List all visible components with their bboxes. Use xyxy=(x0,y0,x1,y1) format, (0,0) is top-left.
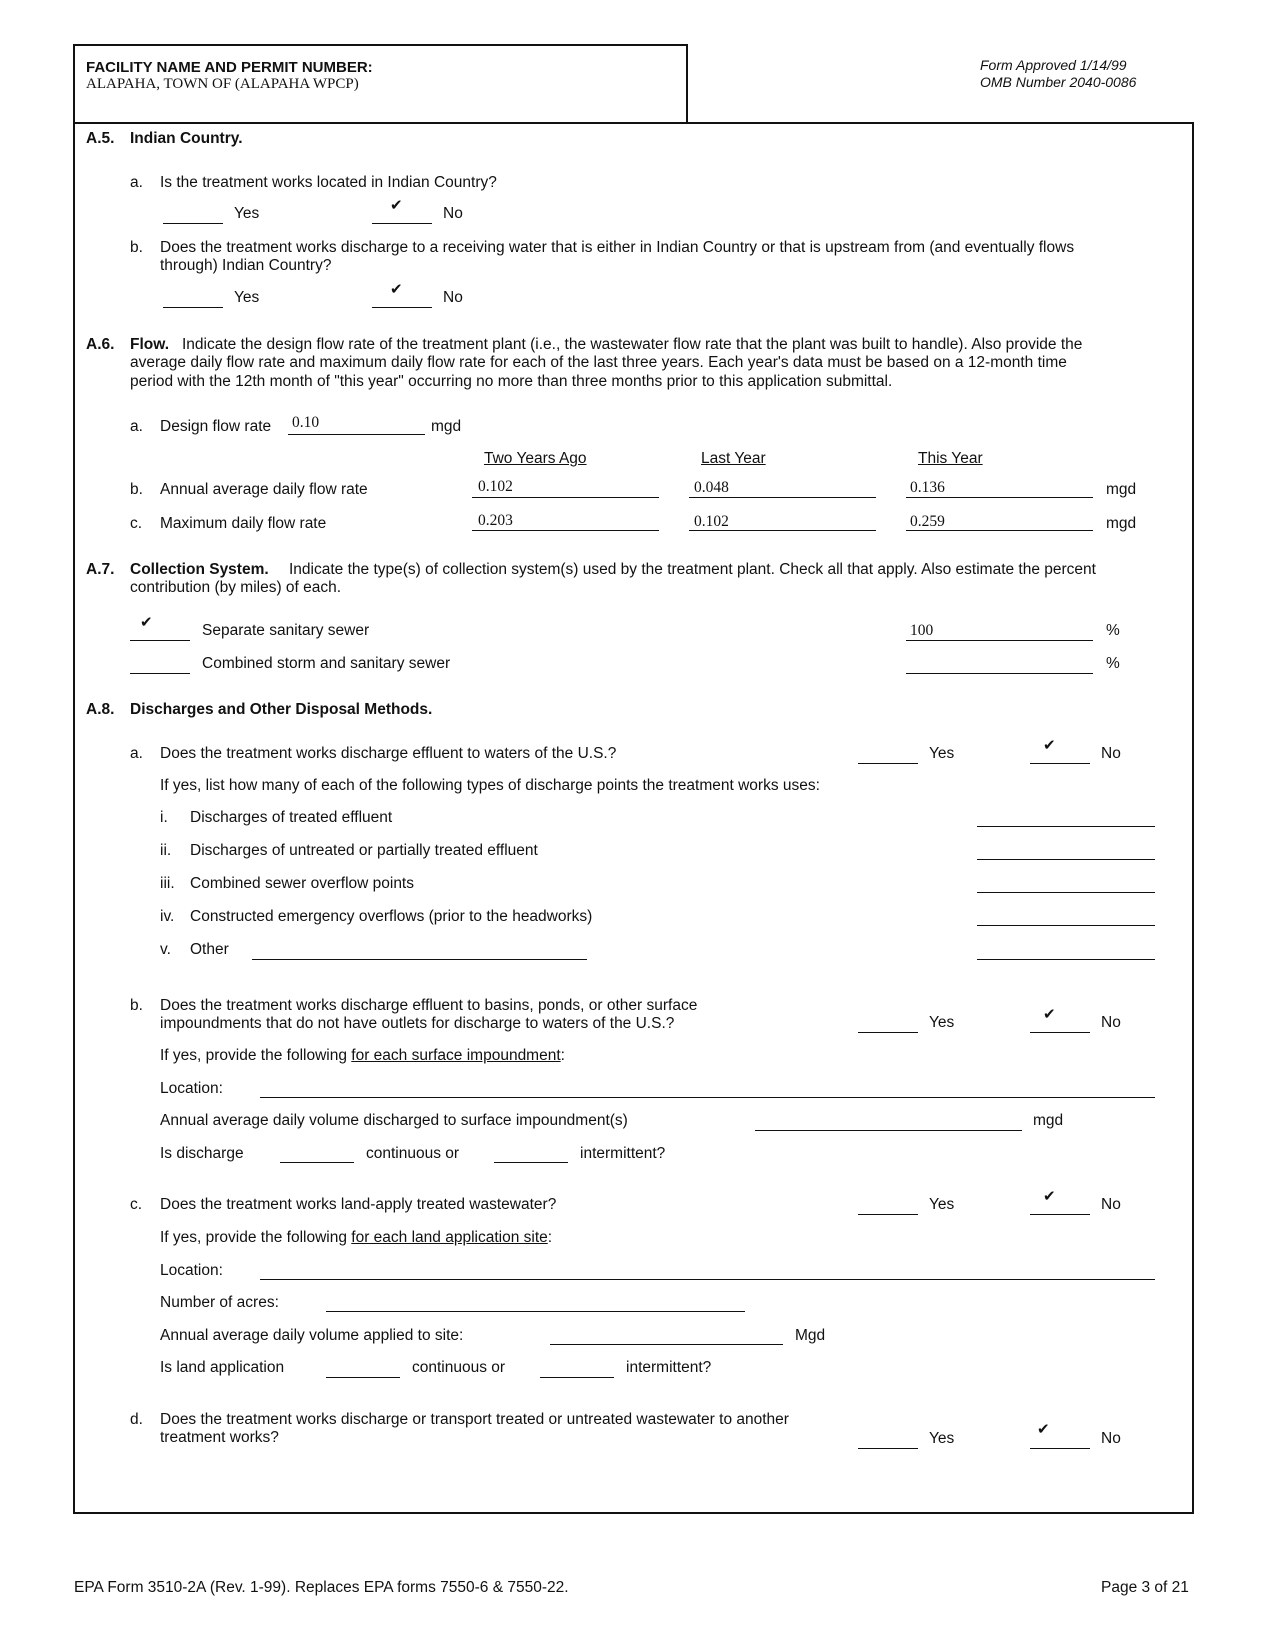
a6-avg-last-year-field[interactable] xyxy=(689,497,876,498)
a8-b-question-1: Does the treatment works discharge effluent to basins, ponds, or other surface xyxy=(160,997,698,1014)
a6-design-label: Design flow rate xyxy=(160,418,272,435)
a8-item-iii-num: iii. xyxy=(160,875,175,892)
a8-item-ii-field[interactable] xyxy=(977,859,1155,860)
a5-a-yes-field[interactable] xyxy=(163,223,223,224)
a8-b-ifyes-post: : xyxy=(560,1047,565,1064)
a5-b-no-label: No xyxy=(443,289,463,306)
a8-b-ifyes-pre: If yes, provide the following xyxy=(160,1047,352,1064)
a8-d-yes-field[interactable] xyxy=(858,1448,918,1449)
a6-avg-last-year-value: 0.048 xyxy=(694,479,729,496)
a8-item-iv-field[interactable] xyxy=(977,925,1155,926)
a6-title: Flow. xyxy=(130,336,170,353)
a8-a-yes-label: Yes xyxy=(929,745,955,762)
a5-a-no-label: No xyxy=(443,205,463,222)
a8-c-ifyes xyxy=(160,1229,552,1247)
a8-item-iii-label: Combined sewer overflow points xyxy=(190,875,414,892)
a6-num: A.6. xyxy=(86,336,115,353)
a8-d-yes-label: Yes xyxy=(929,1430,955,1447)
a8-b-letter: b. xyxy=(130,997,143,1014)
a5-b-yes-field[interactable] xyxy=(163,307,223,308)
a8-b-continuous-label: continuous or xyxy=(366,1145,460,1162)
a8-c-intermittent-label: intermittent? xyxy=(626,1359,712,1376)
a8-item-v-label: Other xyxy=(190,941,229,958)
a8-d-letter: d. xyxy=(130,1411,143,1428)
a8-d-no-label: No xyxy=(1101,1430,1121,1447)
a5-b-question-1: Does the treatment works discharge to a receiving water that is either in Indian Country or that is upstream from (and eventually flows xyxy=(160,239,1075,256)
a8-b-volume-unit: mgd xyxy=(1033,1112,1064,1129)
a6-max-label: Maximum daily flow rate xyxy=(160,515,327,532)
a8-c-ifyes-pre: If yes, provide the following xyxy=(160,1229,352,1246)
a8-title: Discharges and Other Disposal Methods. xyxy=(130,701,433,718)
a8-c-question: Does the treatment works land-apply treated wastewater? xyxy=(160,1196,557,1213)
a8-other-description-field[interactable] xyxy=(252,959,587,960)
a6-avg-this-year-field[interactable] xyxy=(906,497,1093,498)
a8-c-no-label: No xyxy=(1101,1196,1121,1213)
facility-label: FACILITY NAME AND PERMIT NUMBER: xyxy=(86,59,373,76)
a6-design-value: 0.10 xyxy=(292,414,320,431)
a8-b-no-label: No xyxy=(1101,1014,1121,1031)
a5-num: A.5. xyxy=(86,130,115,147)
a8-b-ifyes-link: for each surface impoundment xyxy=(351,1047,561,1064)
a8-item-iv-label: Constructed emergency overflows (prior to the headworks) xyxy=(190,908,593,925)
a8-c-letter: c. xyxy=(130,1196,143,1213)
a8-b-question-2: impoundments that do not have outlets for discharge to waters of the U.S.? xyxy=(160,1015,675,1032)
a7-desc-2: contribution (by miles) of each. xyxy=(130,579,342,596)
a5-a-yes-label: Yes xyxy=(234,205,260,222)
a8-c-location-label: Location: xyxy=(160,1262,223,1279)
a8-d-no-field[interactable] xyxy=(1030,1448,1090,1449)
a8-b-intermittent-field[interactable] xyxy=(494,1162,568,1163)
a8-a-no-checkmark-icon: ✔ xyxy=(1043,736,1056,754)
a6-a-letter: a. xyxy=(130,418,143,435)
a8-b-no-field[interactable] xyxy=(1030,1032,1090,1033)
a8-c-ifyes-post: : xyxy=(547,1229,553,1246)
a8-b-yes-field[interactable] xyxy=(858,1032,918,1033)
a6-avg-label: Annual average daily flow rate xyxy=(160,481,368,498)
a5-a-question: Is the treatment works located in Indian Country? xyxy=(160,174,497,191)
a8-b-no-checkmark-icon: ✔ xyxy=(1043,1005,1056,1023)
a7-separate-label: Separate sanitary sewer xyxy=(202,622,370,639)
a5-b-no-field[interactable] xyxy=(372,307,432,308)
a8-c-ifyes-link: for each land application site xyxy=(351,1229,548,1246)
a8-num: A.8. xyxy=(86,701,115,718)
a6-desc-2: average daily flow rate and maximum daily flow rate for each of the last three years. Each year's data must be based on a 12-month time xyxy=(130,354,1067,371)
a8-b-yes-label: Yes xyxy=(929,1014,955,1031)
a8-a-question: Does the treatment works discharge effluent to waters of the U.S.? xyxy=(160,745,617,762)
a5-a-no-checkmark-icon: ✔ xyxy=(390,196,403,214)
a8-b-intermittent-label: intermittent? xyxy=(580,1145,666,1162)
form-approved: Form Approved 1/14/99 xyxy=(980,57,1127,73)
a7-combined-percent-field[interactable] xyxy=(906,673,1093,674)
a6-max-two-years-value: 0.203 xyxy=(478,512,513,529)
a7-combined-percent: % xyxy=(1106,655,1120,672)
a7-combined-label: Combined storm and sanitary sewer xyxy=(202,655,451,672)
a8-c-yes-label: Yes xyxy=(929,1196,955,1213)
a8-c-no-checkmark-icon: ✔ xyxy=(1043,1187,1056,1205)
a5-b-no-checkmark-icon: ✔ xyxy=(390,280,403,298)
a6-max-unit: mgd xyxy=(1106,515,1137,532)
a8-c-no-field[interactable] xyxy=(1030,1214,1090,1215)
a6-b-letter: b. xyxy=(130,481,143,498)
a8-a-no-field[interactable] xyxy=(1030,763,1090,764)
a6-desc-1: Indicate the design flow rate of the treatment plant (i.e., the wastewater flow rate that the plant was built to handle). Also provide the xyxy=(182,336,1083,353)
a8-c-continuous-field[interactable] xyxy=(326,1377,400,1378)
a5-title: Indian Country. xyxy=(130,130,243,147)
a8-b-discharge-label: Is discharge xyxy=(160,1145,244,1162)
a8-item-v-num: v. xyxy=(160,941,171,958)
a8-c-volume-label: Annual average daily volume applied to site: xyxy=(160,1327,464,1344)
a8-c-continuous-label: continuous or xyxy=(412,1359,506,1376)
footer-form-info: EPA Form 3510-2A (Rev. 1-99). Replaces EPA forms 7550-6 & 7550-22. xyxy=(74,1579,569,1596)
a8-c-yes-field[interactable] xyxy=(858,1214,918,1215)
a5-b-letter: b. xyxy=(130,239,143,256)
a8-c-acres-field[interactable] xyxy=(326,1311,745,1312)
a6-design-field[interactable] xyxy=(288,434,425,435)
a7-separate-value: 100 xyxy=(910,622,934,639)
a8-c-location-field[interactable] xyxy=(260,1279,1155,1280)
a8-c-volume-field[interactable] xyxy=(550,1344,783,1345)
a8-item-v-field[interactable] xyxy=(977,959,1155,960)
a6-col-two-years: Two Years Ago xyxy=(484,450,587,467)
omb-number: OMB Number 2040-0086 xyxy=(980,74,1137,90)
a8-c-land-label: Is land application xyxy=(160,1359,285,1376)
a7-combined-check-field[interactable] xyxy=(130,673,190,674)
a8-c-volume-unit: Mgd xyxy=(795,1327,826,1344)
facility-name: ALAPAHA, TOWN OF (ALAPAHA WPCP) xyxy=(86,76,359,92)
a6-avg-two-years-field[interactable] xyxy=(472,497,659,498)
a7-separate-percent: % xyxy=(1106,622,1120,639)
a6-avg-two-years-value: 0.102 xyxy=(478,478,513,495)
a8-b-continuous-field[interactable] xyxy=(280,1162,354,1163)
a6-desc-3: period with the 12th month of "this year" occurring no more than three months prior to this application submittal. xyxy=(130,373,893,390)
a6-max-two-years-field[interactable] xyxy=(472,530,659,531)
a6-col-this-year: This Year xyxy=(918,450,983,467)
a8-item-ii-num: ii. xyxy=(160,842,172,859)
a6-c-letter: c. xyxy=(130,515,143,532)
a8-c-intermittent-field[interactable] xyxy=(540,1377,614,1378)
a8-a-letter: a. xyxy=(130,745,143,762)
a8-item-iii-field[interactable] xyxy=(977,892,1155,893)
a8-b-volume-label: Annual average daily volume discharged to surface impoundment(s) xyxy=(160,1112,628,1129)
a6-avg-unit: mgd xyxy=(1106,481,1137,498)
a8-b-volume-field[interactable] xyxy=(755,1130,1022,1131)
a6-col-last-year: Last Year xyxy=(701,450,766,467)
a8-c-acres-label: Number of acres: xyxy=(160,1294,279,1311)
a8-item-i-label: Discharges of treated effluent xyxy=(190,809,393,826)
a5-b-yes-label: Yes xyxy=(234,289,260,306)
a8-a-ifyes: If yes, list how many of each of the following types of discharge points the treatment works uses: xyxy=(160,777,820,794)
a6-avg-this-year-value: 0.136 xyxy=(910,479,945,496)
a7-desc-1: Indicate the type(s) of collection system(s) used by the treatment plant. Check all that apply. Also estimate the percent xyxy=(289,561,1096,578)
footer-page-number: Page 3 of 21 xyxy=(1101,1579,1189,1596)
a8-item-iv-num: iv. xyxy=(160,908,175,925)
a8-a-yes-field[interactable] xyxy=(858,763,918,764)
a8-item-i-num: i. xyxy=(160,809,168,826)
a8-d-question-2: treatment works? xyxy=(160,1429,279,1446)
a5-b-question-2: through) Indian Country? xyxy=(160,257,332,274)
a6-design-unit: mgd xyxy=(431,418,462,435)
a7-title: Collection System. xyxy=(130,561,269,578)
a7-separate-check-field[interactable] xyxy=(130,640,190,641)
a7-separate-checkmark-icon: ✔ xyxy=(140,613,153,631)
a8-d-no-checkmark-icon: ✔ xyxy=(1037,1420,1050,1438)
a8-d-question-1: Does the treatment works discharge or transport treated or untreated wastewater to another xyxy=(160,1411,789,1428)
a8-item-ii-label: Discharges of untreated or partially treated effluent xyxy=(190,842,538,859)
a7-num: A.7. xyxy=(86,561,115,578)
a5-a-letter: a. xyxy=(130,174,143,191)
a8-a-no-label: No xyxy=(1101,745,1121,762)
a8-b-location-field[interactable] xyxy=(260,1097,1155,1098)
a6-max-last-year-value: 0.102 xyxy=(694,513,729,530)
a6-max-this-year-value: 0.259 xyxy=(910,513,945,530)
a8-item-i-field[interactable] xyxy=(977,826,1155,827)
a5-a-no-field[interactable] xyxy=(372,223,432,224)
a7-separate-percent-field[interactable] xyxy=(906,640,1093,641)
a8-b-location-label: Location: xyxy=(160,1080,223,1097)
a8-b-ifyes xyxy=(160,1047,565,1065)
